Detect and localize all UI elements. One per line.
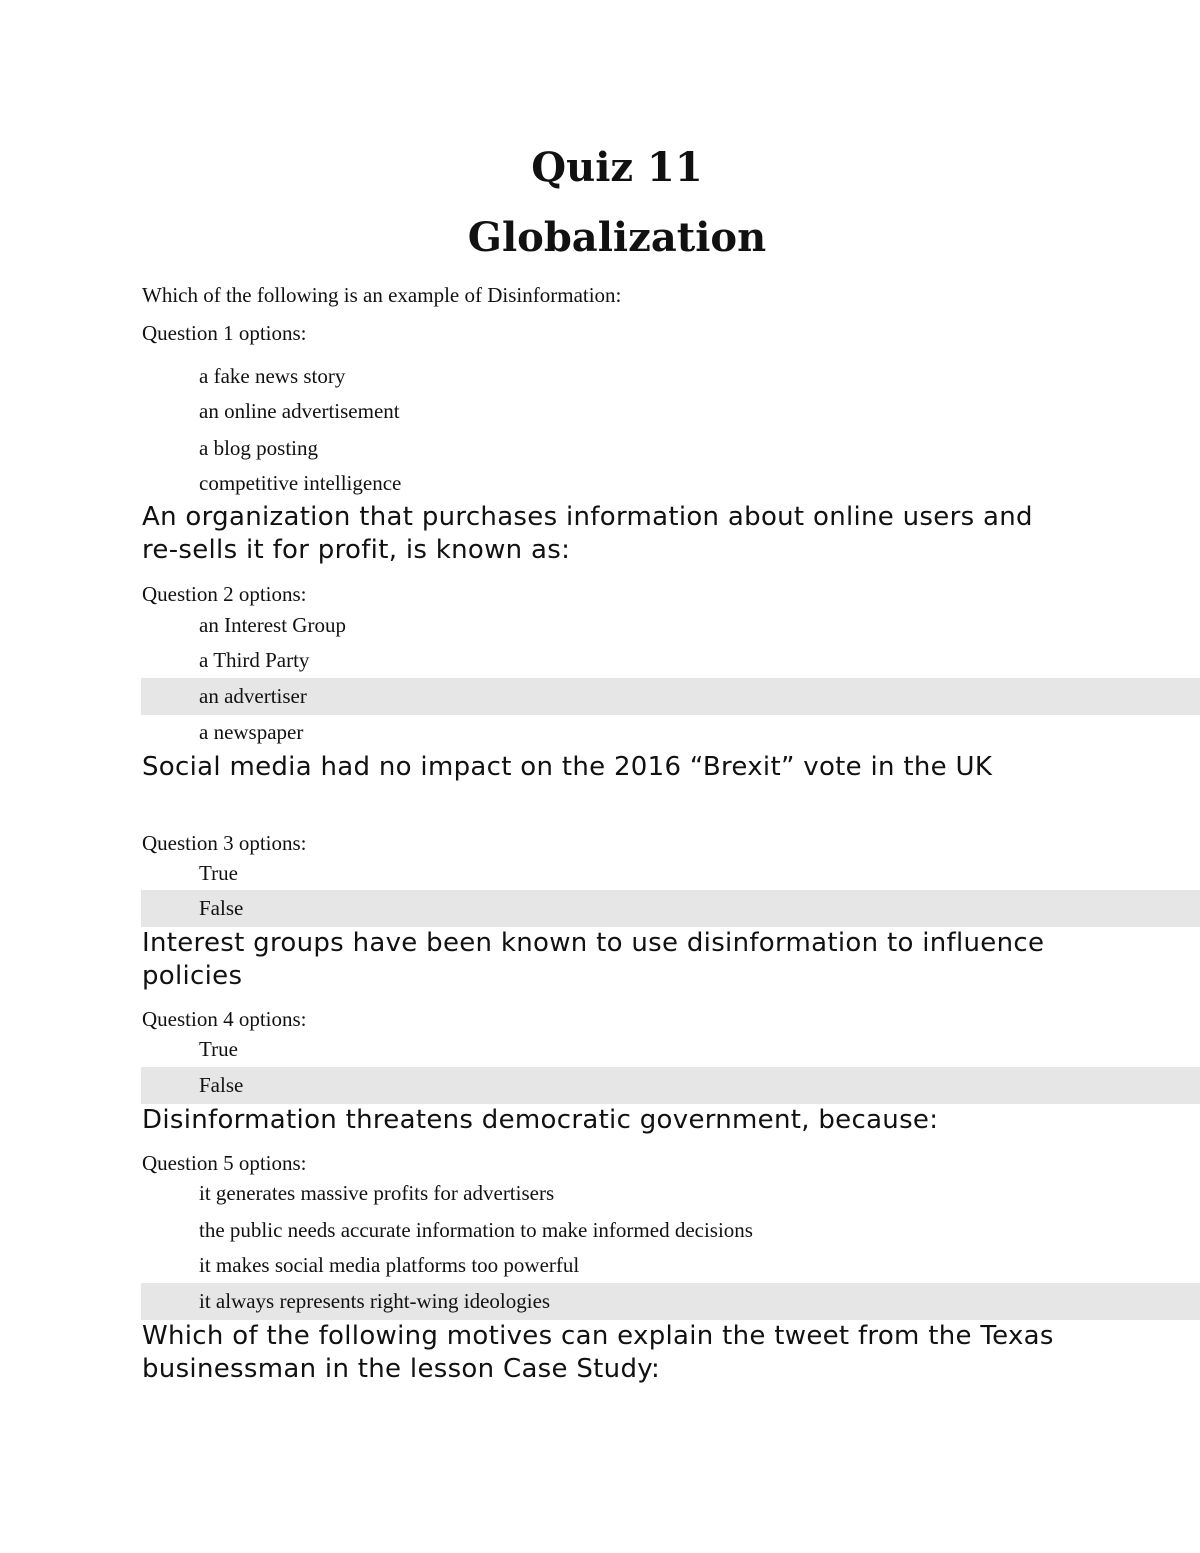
question-3-options-label: Question 3 options: <box>142 831 307 855</box>
question-2-options-label: Question 2 options: <box>142 582 307 606</box>
question-5-options-label: Question 5 options: <box>142 1151 307 1175</box>
question-5-text: Disinformation threatens democratic government, because: <box>142 1105 939 1135</box>
question-4-option-2-selected[interactable]: False <box>141 1067 1200 1104</box>
question-1-options-label: Question 1 options: <box>142 321 307 345</box>
question-5-option-1[interactable]: it generates massive profits for advertisers <box>199 1181 555 1205</box>
question-1-option-1[interactable]: a fake news story <box>199 364 346 388</box>
question-4-options-label: Question 4 options: <box>142 1007 307 1031</box>
question-6-text: Which of the following motives can explain the tweet from the Texas businessman in the lesson Case Study: <box>142 1321 1054 1384</box>
question-2-option-1[interactable]: an Interest Group <box>199 613 346 637</box>
question-5-option-2[interactable]: the public needs accurate information to make informed decisions <box>199 1218 753 1242</box>
document-title: Quiz 11 <box>531 144 703 191</box>
question-2-option-2[interactable]: a Third Party <box>199 648 310 672</box>
question-3-option-1[interactable]: True <box>199 861 238 885</box>
question-1-option-3[interactable]: a blog posting <box>199 436 318 460</box>
question-4-text: Interest groups have been known to use disinformation to influence policies <box>142 928 1045 991</box>
question-5-option-3[interactable]: it makes social media platforms too powerful <box>199 1253 580 1277</box>
question-1-text: Which of the following is an example of Disinformation: <box>142 283 622 307</box>
question-2-option-4[interactable]: a newspaper <box>199 720 304 744</box>
question-3-option-2-selected[interactable]: False <box>141 890 1200 927</box>
question-3-text: Social media had no impact on the 2016 “Brexit” vote in the UK <box>142 752 993 782</box>
question-1-option-4[interactable]: competitive intelligence <box>199 471 402 495</box>
question-2-option-3-selected[interactable]: an advertiser <box>141 678 1200 715</box>
question-1-option-2[interactable]: an online advertisement <box>199 399 400 423</box>
document-subtitle: Globalization <box>467 214 767 261</box>
question-2-text: An organization that purchases information about online users and re-sells it for profit, is known as: <box>142 502 1033 565</box>
question-5-option-4-selected[interactable]: it always represents right-wing ideologies <box>141 1283 1200 1320</box>
question-4-option-1[interactable]: True <box>199 1037 238 1061</box>
